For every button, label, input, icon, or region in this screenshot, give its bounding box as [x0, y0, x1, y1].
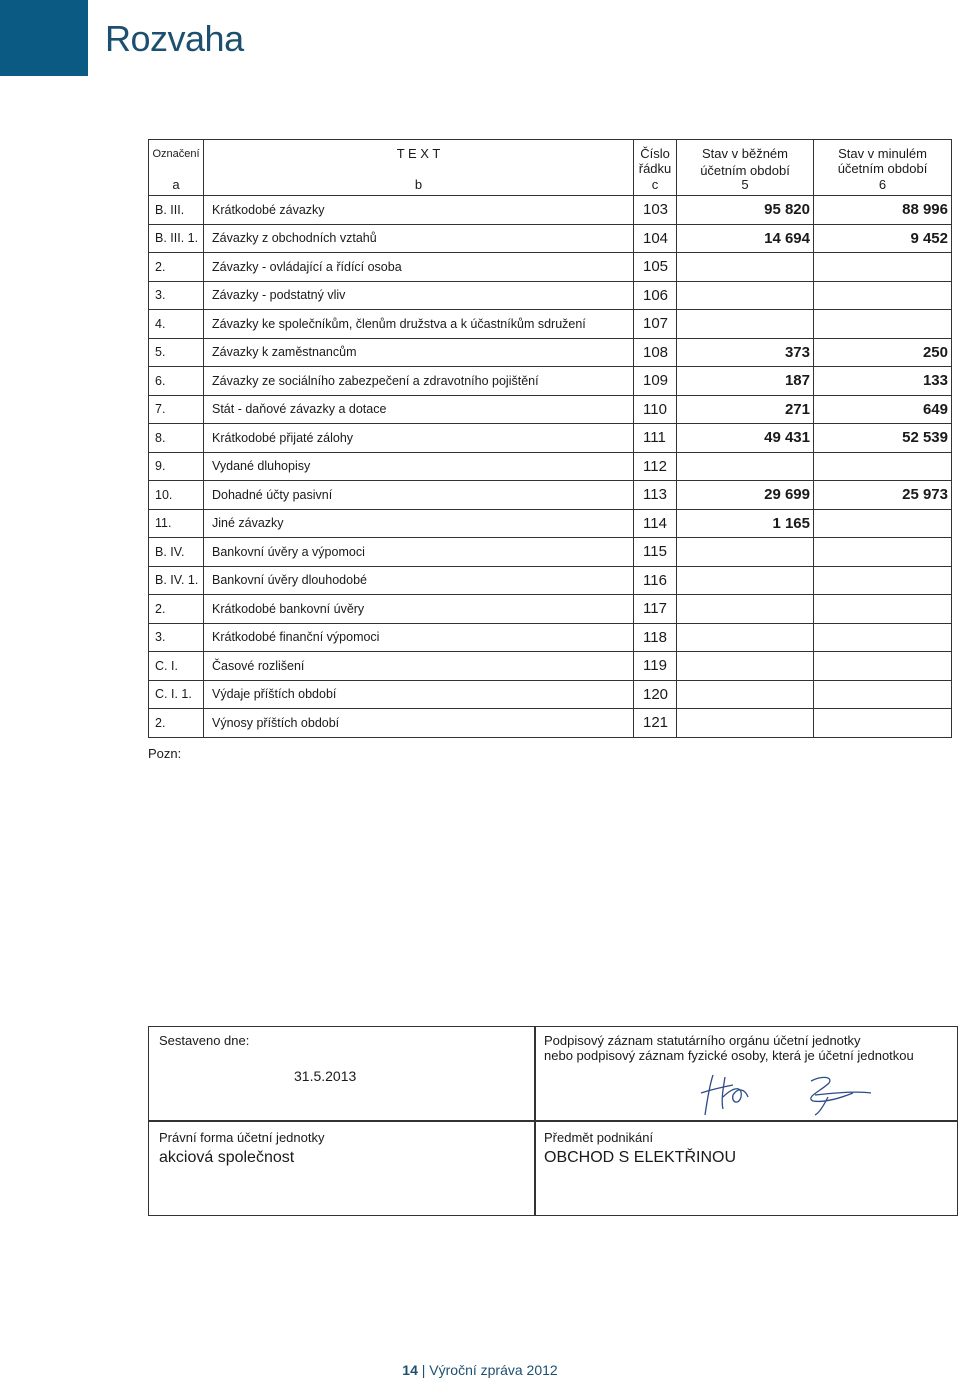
row-current-value: [677, 310, 814, 339]
row-current-value: [677, 623, 814, 652]
signature-label-1: Podpisový záznam statutárního orgánu účetní jednotky: [544, 1033, 861, 1048]
header-num-l1: Číslo: [640, 146, 670, 161]
row-text: Bankovní úvěry a výpomoci: [204, 538, 634, 567]
row-previous-value: [814, 452, 952, 481]
table-row: [149, 481, 952, 510]
row-number: 113: [634, 481, 677, 510]
business-label: Předmět podnikání: [544, 1130, 654, 1145]
row-previous-value: [814, 680, 952, 709]
header-text-sub: b: [414, 177, 423, 192]
header-current: [677, 140, 814, 196]
row-number: 109: [634, 367, 677, 396]
row-number: 119: [634, 652, 677, 681]
row-current-value: [677, 452, 814, 481]
report-name: Výroční zpráva 2012: [429, 1362, 558, 1378]
header-previous-l1: Stav v minulém: [838, 146, 927, 161]
row-mark: 6.: [149, 367, 204, 396]
header-num-sub: c: [651, 177, 659, 192]
row-text: Závazky ze sociálního zabezpečení a zdravotního pojištění: [204, 367, 634, 396]
row-current-value: [677, 253, 814, 282]
row-previous-value: [814, 509, 952, 538]
table-row: [149, 310, 952, 339]
row-mark: 9.: [149, 452, 204, 481]
row-number: 117: [634, 595, 677, 624]
row-number: 112: [634, 452, 677, 481]
row-number: 120: [634, 680, 677, 709]
footer-separator: |: [421, 1362, 426, 1378]
row-number: 110: [634, 395, 677, 424]
row-current-value: 95 820: [677, 196, 814, 225]
row-number: 107: [634, 310, 677, 339]
header-num-l2: řádku: [638, 161, 672, 176]
signature-label-2: nebo podpisový záznam fyzické osoby, která je účetní jednotkou: [544, 1048, 914, 1063]
header-current-l1: Stav v běžném: [702, 146, 788, 161]
row-number: 103: [634, 196, 677, 225]
page-footer: [0, 1362, 960, 1378]
row-current-value: [677, 652, 814, 681]
row-mark: 10.: [149, 481, 204, 510]
header-current-l2: účetním období: [700, 163, 790, 178]
signature-box: [534, 1026, 958, 1122]
table-row: [149, 452, 952, 481]
row-number: 115: [634, 538, 677, 567]
row-mark: 5.: [149, 338, 204, 367]
row-previous-value: 52 539: [814, 424, 952, 453]
row-current-value: 271: [677, 395, 814, 424]
row-text: Závazky k zaměstnancům: [204, 338, 634, 367]
header-mark-label: Označení: [152, 148, 200, 160]
compiled-label: Sestaveno dne:: [159, 1033, 250, 1048]
header-previous-sub: 6: [878, 177, 887, 192]
row-text: Krátkodobé přijaté zálohy: [204, 424, 634, 453]
header-color-block: [0, 0, 88, 76]
row-text: Závazky z obchodních vztahů: [204, 224, 634, 253]
header-previous-l2: účetním období: [837, 161, 928, 176]
row-current-value: 1 165: [677, 509, 814, 538]
row-number: 108: [634, 338, 677, 367]
table-row: [149, 424, 952, 453]
row-previous-value: 25 973: [814, 481, 952, 510]
handwritten-signature: [693, 1067, 903, 1119]
row-mark: 8.: [149, 424, 204, 453]
row-current-value: [677, 709, 814, 738]
row-current-value: [677, 281, 814, 310]
row-mark: B. III. 1.: [149, 224, 204, 253]
row-text: Dohadné účty pasivní: [204, 481, 634, 510]
row-number: 116: [634, 566, 677, 595]
compiled-box: [148, 1026, 536, 1122]
row-text: Stát - daňové závazky a dotace: [204, 395, 634, 424]
row-current-value: 14 694: [677, 224, 814, 253]
row-number: 121: [634, 709, 677, 738]
row-previous-value: [814, 310, 952, 339]
table-row: [149, 652, 952, 681]
balance-sheet-table: [148, 139, 952, 738]
row-current-value: 187: [677, 367, 814, 396]
row-number: 111: [634, 424, 677, 453]
table-row: [149, 709, 952, 738]
row-previous-value: [814, 652, 952, 681]
row-text: Krátkodobé závazky: [204, 196, 634, 225]
row-text: Vydané dluhopisy: [204, 452, 634, 481]
row-mark: 7.: [149, 395, 204, 424]
row-mark: C. I.: [149, 652, 204, 681]
table-row: [149, 509, 952, 538]
row-mark: 3.: [149, 623, 204, 652]
table-row: [149, 595, 952, 624]
row-previous-value: 133: [814, 367, 952, 396]
row-number: 114: [634, 509, 677, 538]
header-num: [634, 140, 677, 196]
row-current-value: 373: [677, 338, 814, 367]
row-text: Výnosy příštích období: [204, 709, 634, 738]
table-row: [149, 196, 952, 225]
row-previous-value: 88 996: [814, 196, 952, 225]
row-mark: B. IV. 1.: [149, 566, 204, 595]
row-text: Bankovní úvěry dlouhodobé: [204, 566, 634, 595]
row-previous-value: [814, 595, 952, 624]
row-number: 104: [634, 224, 677, 253]
row-mark: 2.: [149, 709, 204, 738]
business-box: [534, 1120, 958, 1216]
row-mark: 2.: [149, 595, 204, 624]
legal-form-box: [148, 1120, 536, 1216]
row-current-value: [677, 595, 814, 624]
header-text-label: T E X T: [396, 146, 441, 161]
row-previous-value: 250: [814, 338, 952, 367]
compiled-date: 31.5.2013: [294, 1068, 357, 1084]
row-text: Závazky - podstatný vliv: [204, 281, 634, 310]
row-mark: 4.: [149, 310, 204, 339]
header-mark: [149, 140, 204, 196]
row-text: Krátkodobé bankovní úvěry: [204, 595, 634, 624]
row-current-value: 29 699: [677, 481, 814, 510]
row-mark: C. I. 1.: [149, 680, 204, 709]
row-previous-value: 649: [814, 395, 952, 424]
row-text: Jiné závazky: [204, 509, 634, 538]
row-text: Krátkodobé finanční výpomoci: [204, 623, 634, 652]
legal-form-value: akciová společnost: [159, 1149, 295, 1166]
page-title: Rozvaha: [105, 18, 244, 59]
table-row: [149, 338, 952, 367]
row-number: 118: [634, 623, 677, 652]
table-row: [149, 680, 952, 709]
row-previous-value: [814, 253, 952, 282]
table-row: [149, 281, 952, 310]
row-previous-value: [814, 623, 952, 652]
row-previous-value: [814, 281, 952, 310]
row-previous-value: [814, 566, 952, 595]
row-mark: B. IV.: [149, 538, 204, 567]
row-number: 106: [634, 281, 677, 310]
row-mark: B. III.: [149, 196, 204, 225]
row-previous-value: [814, 709, 952, 738]
header-previous: [814, 140, 952, 196]
row-number: 105: [634, 253, 677, 282]
row-text: Výdaje příštích období: [204, 680, 634, 709]
row-previous-value: [814, 538, 952, 567]
table-row: [149, 224, 952, 253]
table-row: [149, 395, 952, 424]
header-text: [204, 140, 634, 196]
table-row: [149, 566, 952, 595]
table-row: [149, 623, 952, 652]
row-text: Časové rozlišení: [204, 652, 634, 681]
row-current-value: [677, 680, 814, 709]
row-mark: 2.: [149, 253, 204, 282]
table-row: [149, 538, 952, 567]
table-row: [149, 367, 952, 396]
row-current-value: [677, 538, 814, 567]
header-current-sub: 5: [741, 177, 749, 192]
row-current-value: 49 431: [677, 424, 814, 453]
row-text: Závazky - ovládající a řídící osoba: [204, 253, 634, 282]
business-value: OBCHOD S ELEKTŘINOU: [544, 1149, 737, 1166]
legal-form-label: Právní forma účetní jednotky: [159, 1130, 325, 1145]
page-number: 14: [402, 1362, 418, 1378]
row-previous-value: 9 452: [814, 224, 952, 253]
row-mark: 11.: [149, 509, 204, 538]
table-row: [149, 253, 952, 282]
row-text: Závazky ke společníkům, členům družstva a k účastníkům sdružení: [204, 310, 634, 339]
header-mark-sub: a: [172, 177, 180, 192]
row-mark: 3.: [149, 281, 204, 310]
row-current-value: [677, 566, 814, 595]
note-label: Pozn:: [148, 746, 182, 761]
table-header-row: [149, 140, 952, 196]
